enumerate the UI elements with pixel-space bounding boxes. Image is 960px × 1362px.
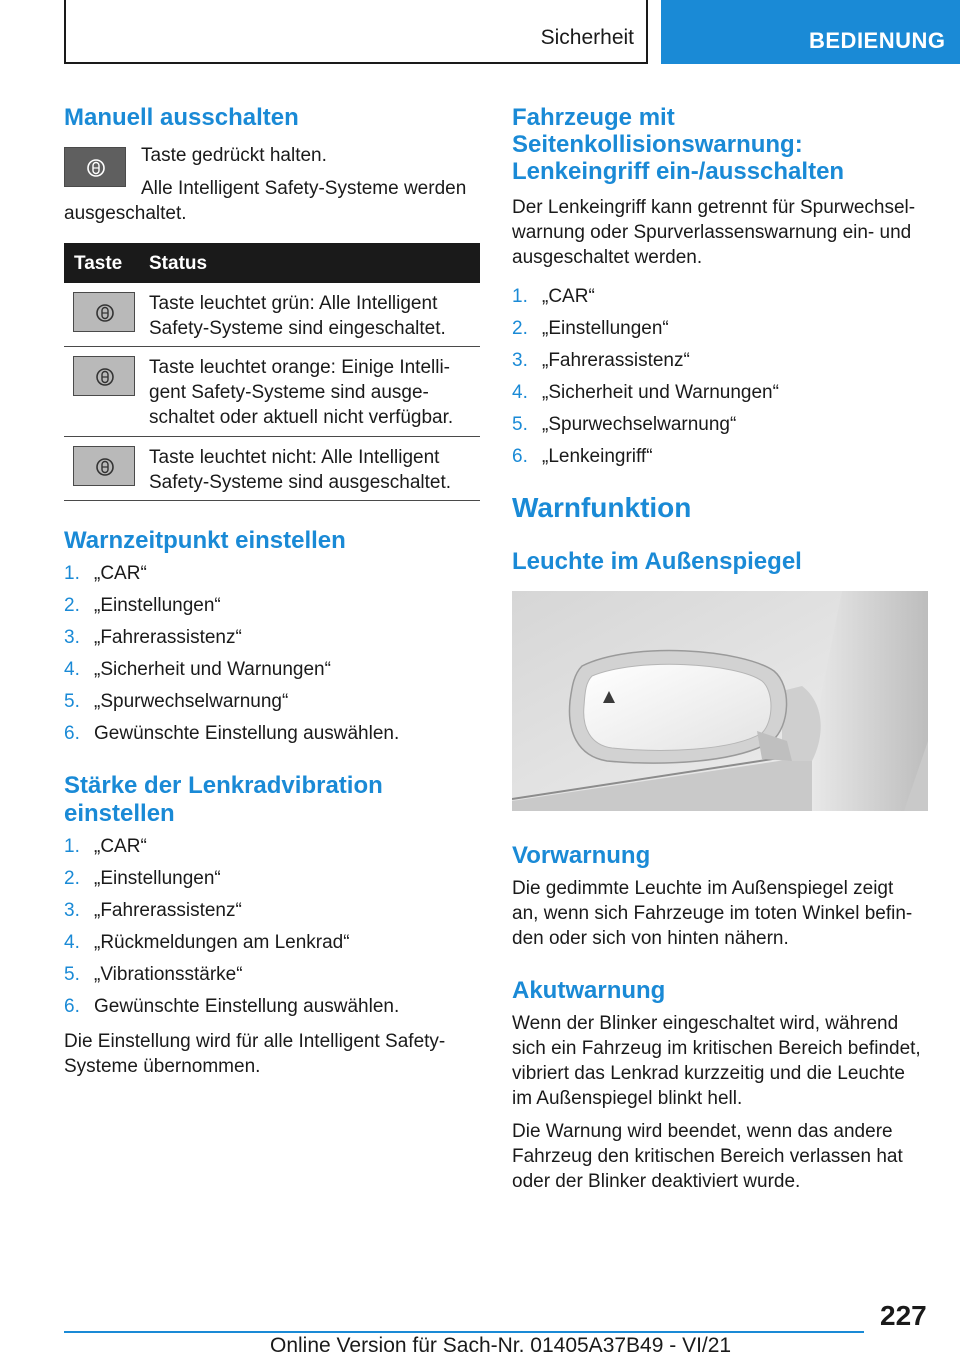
table-cell-line: schaltet oder aktuell nicht verfügbar. bbox=[149, 407, 454, 428]
header-chapter-tab bbox=[661, 0, 960, 64]
pre-warning-heading: Vorwarnung bbox=[512, 842, 651, 869]
vibration-heading-1: Stärke der Lenkradvibration bbox=[64, 772, 383, 799]
steering-heading-3: Lenkeingriff ein-/ausschalten bbox=[512, 158, 845, 185]
safety-button-icon bbox=[73, 446, 135, 486]
manual-off-step: Taste gedrückt halten. bbox=[141, 145, 327, 166]
list-item bbox=[512, 345, 928, 377]
manual-off-result-2: ausgeschaltet. bbox=[64, 203, 187, 224]
table-cell-line: Safety-Systeme sind eingeschaltet. bbox=[149, 318, 446, 339]
table-cell-line: gent Safety-Systeme sind ausge- bbox=[149, 382, 429, 403]
table-cell-line: Taste leuchtet orange: Einige Intelli- bbox=[149, 357, 451, 378]
header-chapter-label: BEDIENUNG bbox=[809, 28, 946, 53]
list-item bbox=[64, 991, 480, 1023]
step-text: „Rückmeldungen am Lenkrad“ bbox=[94, 932, 350, 953]
step-number: 5. bbox=[64, 964, 80, 985]
step-text: „Lenkeingriff“ bbox=[542, 446, 653, 467]
warn-time-heading: Warnzeitpunkt einstellen bbox=[64, 527, 346, 554]
warning-end-text-1: Die Warnung wird beendet, wenn das andere bbox=[512, 1121, 893, 1142]
list-item bbox=[64, 622, 480, 654]
list-item bbox=[512, 313, 928, 345]
step-number: 5. bbox=[64, 691, 80, 712]
status-table-header bbox=[64, 243, 480, 283]
warn-time-steps bbox=[64, 558, 480, 750]
pre-warning-text-3: den oder sich von hinten nähern. bbox=[512, 928, 789, 949]
pre-warning-text-1: Die gedimmte Leuchte im Außenspiegel zeigt bbox=[512, 878, 894, 899]
warning-end-text-2: Fahrzeug den kritischen Bereich verlassen hat bbox=[512, 1146, 903, 1167]
list-item bbox=[64, 927, 480, 959]
step-number: 4. bbox=[64, 932, 80, 953]
table-divider bbox=[64, 500, 480, 501]
list-item bbox=[512, 281, 928, 313]
list-item bbox=[64, 590, 480, 622]
step-number: 1. bbox=[64, 563, 80, 584]
step-number: 2. bbox=[512, 318, 528, 339]
list-item bbox=[512, 377, 928, 409]
steering-text-3: ausgeschaltet werden. bbox=[512, 247, 703, 268]
vibration-heading-2: einstellen bbox=[64, 800, 175, 827]
step-text: „Einstellungen“ bbox=[94, 595, 221, 616]
step-number: 2. bbox=[64, 595, 80, 616]
step-text: „Spurwechselwarnung“ bbox=[94, 691, 289, 712]
table-row bbox=[149, 355, 479, 430]
step-text: „Spurwechselwarnung“ bbox=[542, 414, 737, 435]
steering-steps bbox=[512, 281, 928, 473]
manual-off-result-1: Alle Intelligent Safety-Systeme werden bbox=[141, 178, 467, 199]
page-number: 227 bbox=[880, 1300, 927, 1331]
step-text: „Vibrationsstärke“ bbox=[94, 964, 243, 985]
table-divider bbox=[64, 436, 480, 437]
footer-divider bbox=[64, 1331, 864, 1333]
step-text: „Sicherheit und Warnungen“ bbox=[542, 382, 779, 403]
table-cell-line: Safety-Systeme sind ausgeschaltet. bbox=[149, 472, 452, 493]
step-number: 1. bbox=[512, 286, 528, 307]
footer-online-version: Online Version für Sach-Nr. 01405A37B49 - VI/21 bbox=[270, 1334, 732, 1357]
acute-warning-text-3: vibriert das Lenkrad kurzzeitig und die Leuchte bbox=[512, 1063, 905, 1084]
step-text: „Fahrerassistenz“ bbox=[94, 900, 242, 921]
step-text: „Fahrerassistenz“ bbox=[94, 627, 242, 648]
side-mirror-illustration bbox=[512, 591, 928, 811]
vibration-note-2: Systeme übernommen. bbox=[64, 1056, 261, 1077]
step-number: 5. bbox=[512, 414, 528, 435]
safety-button-icon bbox=[73, 356, 135, 396]
step-text: Gewünschte Einstellung auswählen. bbox=[94, 996, 400, 1017]
steering-heading-1: Fahrzeuge mit bbox=[512, 104, 675, 131]
safety-button-icon bbox=[73, 292, 135, 332]
table-col-taste: Taste bbox=[74, 253, 123, 274]
list-item bbox=[512, 409, 928, 441]
step-number: 6. bbox=[64, 996, 80, 1017]
step-number: 2. bbox=[64, 868, 80, 889]
step-text: „Einstellungen“ bbox=[542, 318, 669, 339]
acute-warning-heading: Akutwarnung bbox=[512, 977, 666, 1004]
list-item bbox=[64, 654, 480, 686]
acute-warning-text-2: sich ein Fahrzeug im kritischen Bereich befindet, bbox=[512, 1038, 921, 1059]
acute-warning-text-1: Wenn der Blinker eingeschaltet wird, während bbox=[512, 1013, 899, 1034]
step-number: 3. bbox=[64, 900, 80, 921]
steering-heading-2: Seitenkollisionswarnung: bbox=[512, 131, 803, 158]
step-number: 6. bbox=[64, 723, 80, 744]
step-text: „CAR“ bbox=[94, 836, 147, 857]
table-col-status: Status bbox=[149, 253, 208, 274]
header-section-title: Sicherheit bbox=[540, 26, 634, 49]
list-item bbox=[64, 895, 480, 927]
step-text: „CAR“ bbox=[542, 286, 595, 307]
step-text: „CAR“ bbox=[94, 563, 147, 584]
step-text: „Sicherheit und Warnungen“ bbox=[94, 659, 331, 680]
table-divider bbox=[64, 346, 480, 347]
list-item bbox=[64, 718, 480, 750]
step-number: 1. bbox=[64, 836, 80, 857]
step-text: Gewünschte Einstellung auswählen. bbox=[94, 723, 400, 744]
step-number: 4. bbox=[64, 659, 80, 680]
safety-button-icon bbox=[64, 147, 126, 187]
step-number: 3. bbox=[512, 350, 528, 371]
steering-text-1: Der Lenkeingriff kann getrennt für Spurwechsel- bbox=[512, 197, 916, 218]
table-cell-line: Taste leuchtet nicht: Alle Intelligent bbox=[149, 447, 440, 468]
list-item bbox=[64, 959, 480, 991]
list-item bbox=[64, 686, 480, 718]
step-number: 6. bbox=[512, 446, 528, 467]
list-item bbox=[64, 863, 480, 895]
list-item bbox=[64, 558, 480, 590]
steering-text-2: warnung oder Spurverlassenswarnung ein- und bbox=[512, 222, 912, 243]
manual-off-heading: Manuell ausschalten bbox=[64, 104, 299, 131]
pre-warning-text-2: an, wenn sich Fahrzeuge im toten Winkel befin- bbox=[512, 903, 913, 924]
table-cell-line: Taste leuchtet grün: Alle Intelligent bbox=[149, 293, 438, 314]
vibration-note-1: Die Einstellung wird für alle Intelligent Safety- bbox=[64, 1031, 446, 1052]
warning-end-text-3: oder der Blinker deaktiviert wurde. bbox=[512, 1171, 801, 1192]
warning-function-heading: Warnfunktion bbox=[512, 492, 692, 523]
step-text: „Fahrerassistenz“ bbox=[542, 350, 690, 371]
step-number: 3. bbox=[64, 627, 80, 648]
list-item bbox=[512, 441, 928, 473]
acute-warning-text-4: im Außenspiegel blinkt hell. bbox=[512, 1088, 743, 1109]
vibration-steps bbox=[64, 831, 480, 1023]
step-number: 4. bbox=[512, 382, 528, 403]
list-item bbox=[64, 831, 480, 863]
mirror-light-heading: Leuchte im Außenspiegel bbox=[512, 548, 802, 575]
table-row bbox=[149, 445, 479, 495]
table-row bbox=[149, 291, 479, 341]
step-text: „Einstellungen“ bbox=[94, 868, 221, 889]
